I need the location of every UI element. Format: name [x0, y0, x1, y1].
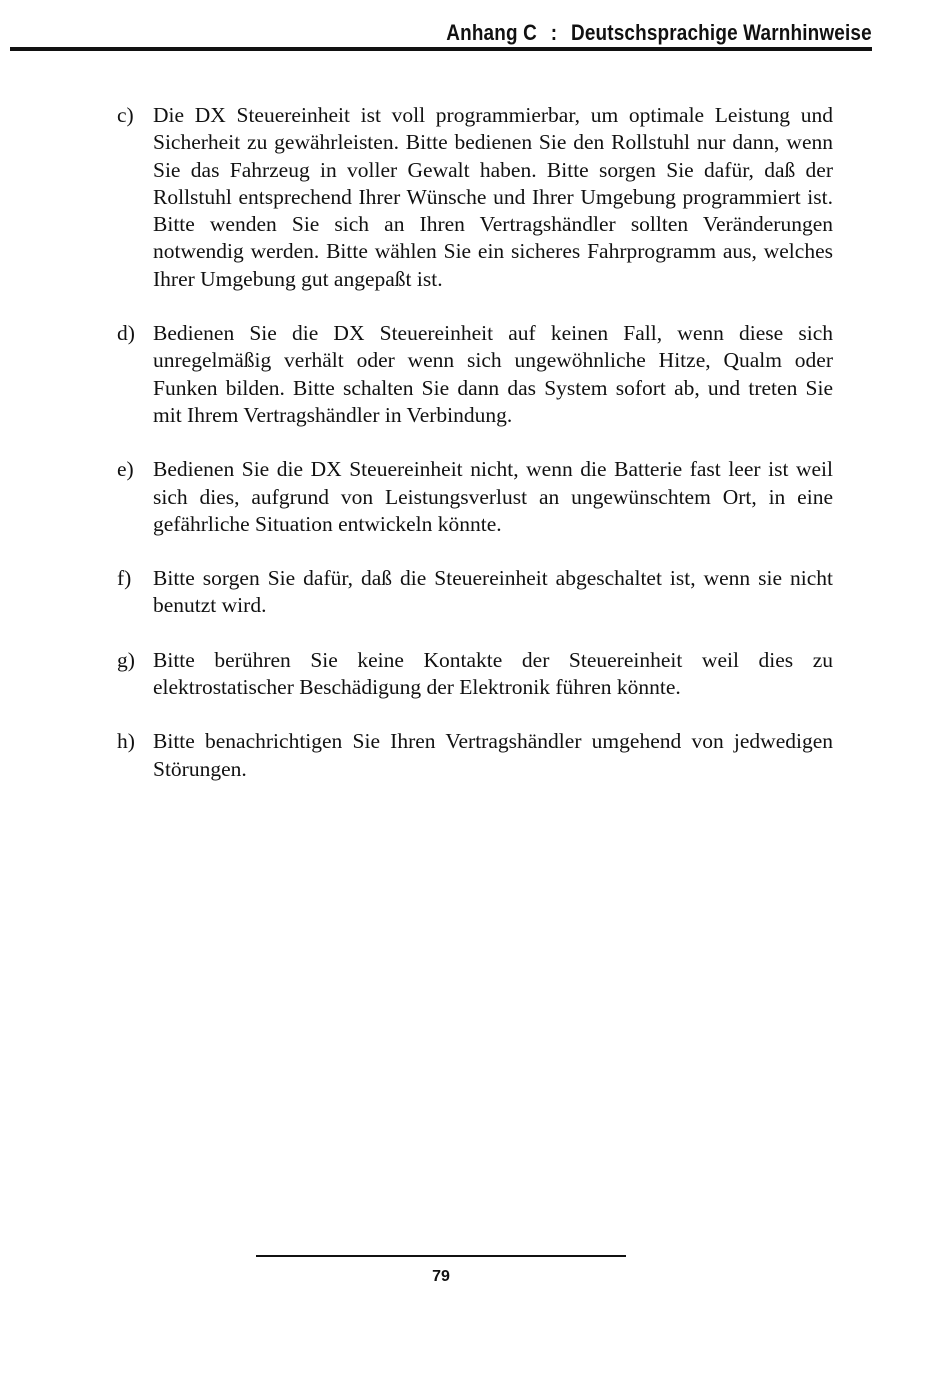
- list-item: [116, 102, 833, 293]
- footer-rule: [256, 1255, 626, 1257]
- page-number: 79: [432, 1268, 450, 1285]
- list-item: [116, 728, 833, 783]
- list-item-text: Bitte berühren Sie keine Kontakte der Steuereinheit weil dies zu elektrostatischer Beschädigung der Elektronik führen könnte.: [153, 647, 833, 700]
- list-item-marker: h): [117, 729, 135, 754]
- list-item-marker: g): [117, 647, 135, 672]
- list-item-text: Die DX Steuereinheit ist voll programmierbar, um optimale Leistung und Sicherheit zu gewährleisten. Bitte bedienen Sie den Rollstuhl nur dann, wenn Sie das Fahrzeug in voller Gewalt haben. Bitte sorgen Sie dafür, daß der Rollstuhl entsprechend Ihrer Wünsche und Ihrer Umgebung programmiert ist. Bitte wenden Sie sich an Ihren Vertragshändler sollten Veränderungen notwendig werden. Bitte wählen Sie ein sicheres Fahrprogramm aus, welches Ihrer Umgebung gut angepaßt ist.: [153, 103, 833, 291]
- list-item-marker: e): [117, 457, 134, 482]
- header-chapter: Anhang C: [446, 20, 538, 45]
- list-item-marker: f): [117, 566, 132, 591]
- list-item: [116, 456, 833, 538]
- list-item: [116, 565, 833, 620]
- warning-list: [116, 102, 833, 810]
- list-item: [116, 647, 833, 702]
- list-item: [116, 320, 833, 429]
- list-item-marker: d): [117, 321, 135, 346]
- header-rule: [10, 47, 872, 51]
- list-item-marker: c): [117, 103, 134, 127]
- header-separator: :: [550, 20, 558, 45]
- list-item-text: Bedienen Sie die DX Steuereinheit auf keinen Fall, wenn diese sich unregelmäßig verhält oder wenn sich ungewöhnliche Hitze, Qualm oder Funken bilden. Bitte schalten Sie dann das System sofort ab, und treten Sie mit Ihrem Vertragshändler in Verbindung.: [153, 321, 833, 427]
- page-header: [10, 16, 872, 52]
- list-item-text: Bitte benachrichtigen Sie Ihren Vertragshändler umgehend von jedwedigen Störungen.: [153, 729, 833, 781]
- header-text: [447, 20, 872, 46]
- list-item-text: Bitte sorgen Sie dafür, daß die Steuereinheit abgeschaltet ist, wenn sie nicht benutzt wird.: [153, 566, 833, 618]
- list-item-text: Bedienen Sie die DX Steuereinheit nicht, wenn die Batterie fast leer ist weil sich dies, aufgrund von Leistungsverlust an ungewünschtem Ort, in eine gefährliche Situation entwickeln könnte.: [153, 457, 833, 536]
- header-title: Deutschsprachige Warnhinweise: [571, 20, 872, 45]
